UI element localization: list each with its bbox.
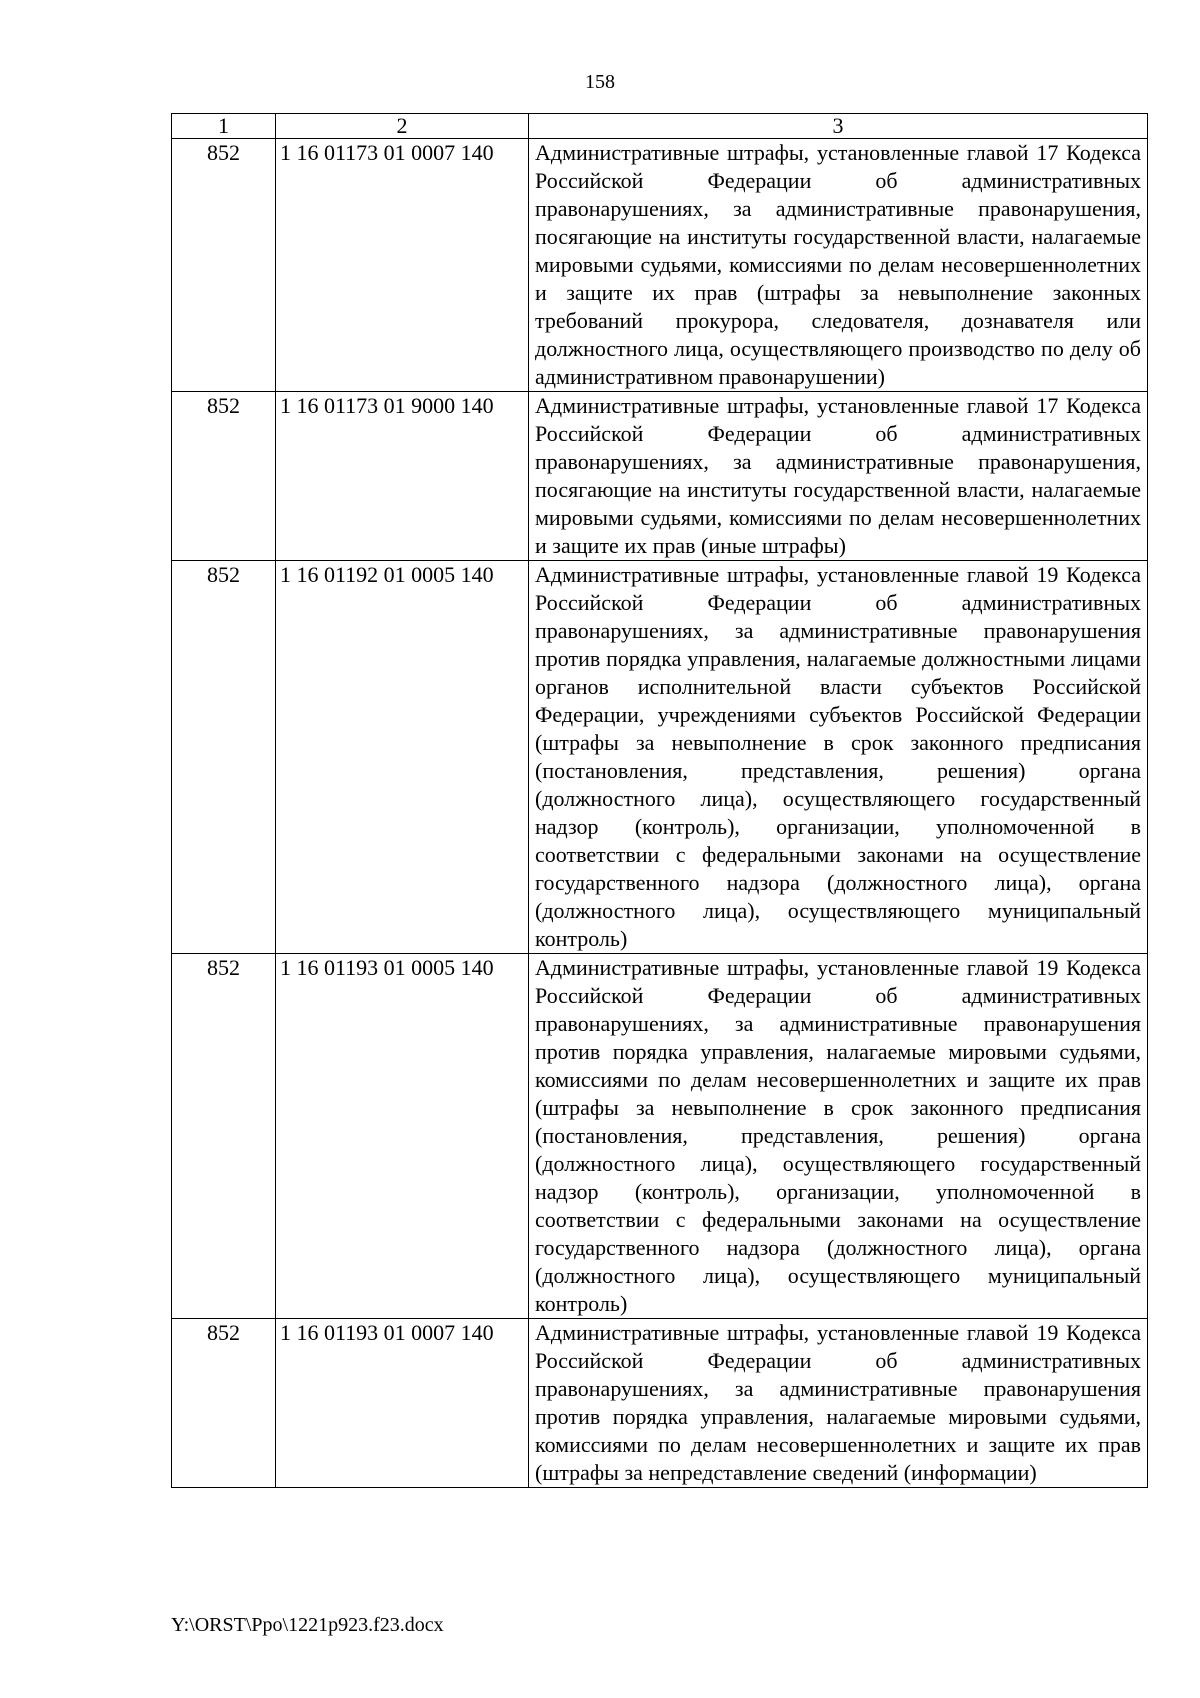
admin-code-cell: 852 xyxy=(172,139,276,392)
table-row xyxy=(172,392,1148,561)
table-header-row xyxy=(172,114,1148,139)
kbk-code-cell: 1 16 01193 01 0005 140 xyxy=(276,954,529,1319)
column-header-3: 3 xyxy=(529,114,1148,139)
column-header-1: 1 xyxy=(172,114,276,139)
admin-code-cell: 852 xyxy=(172,392,276,561)
budget-classification-table xyxy=(171,113,1148,1488)
kbk-code-cell: 1 16 01193 01 0007 140 xyxy=(276,1319,529,1488)
table-row xyxy=(172,139,1148,392)
description-cell: Административные штрафы, установленные главой 17 Кодекса Российской Федерации об административных правонарушениях, за административные правонарушения, посягающие на институты государственной власти, налагаемые мировыми судьями, комиссиями по делам несовершеннолетних и защите их прав (штрафы за невыполнение законных требований прокурора, следователя, дознавателя или должностного лица, осуществляющего производство по делу об административном правонарушении) xyxy=(529,139,1148,392)
table-row xyxy=(172,561,1148,954)
description-cell: Административные штрафы, установленные главой 19 Кодекса Российской Федерации об административных правонарушениях, за административные правонарушения против порядка управления, налагаемые мировыми судьями, комиссиями по делам несовершеннолетних и защите их прав (штрафы за невыполнение в срок законного предписания (постановления, представления, решения) органа (должностного лица), осуществляющего государственный надзор (контроль), организации, уполномоченной в соответствии с федеральными законами на осуществление государственного надзора (должностного лица), органа (должностного лица), осуществляющего муниципальный контроль) xyxy=(529,954,1148,1319)
description-cell: Административные штрафы, установленные главой 17 Кодекса Российской Федерации об административных правонарушениях, за административные правонарушения, посягающие на институты государственной власти, налагаемые мировыми судьями, комиссиями по делам несовершеннолетних и защите их прав (иные штрафы) xyxy=(529,392,1148,561)
footer-file-path: Y:\ORST\Ppo\1221p923.f23.docx xyxy=(171,1614,444,1636)
kbk-code-cell: 1 16 01192 01 0005 140 xyxy=(276,561,529,954)
admin-code-cell: 852 xyxy=(172,1319,276,1488)
kbk-code-cell: 1 16 01173 01 9000 140 xyxy=(276,392,529,561)
kbk-code-cell: 1 16 01173 01 0007 140 xyxy=(276,139,529,392)
admin-code-cell: 852 xyxy=(172,561,276,954)
page-number: 158 xyxy=(585,71,615,93)
description-cell: Административные штрафы, установленные главой 19 Кодекса Российской Федерации об административных правонарушениях, за административные правонарушения против порядка управления, налагаемые должностными лицами органов исполнительной власти субъектов Российской Федерации, учреждениями субъектов Российской Федерации (штрафы за невыполнение в срок законного предписания (постановления, представления, решения) органа (должностного лица), осуществляющего государственный надзор (контроль), организации, уполномоченной в соответствии с федеральными законами на осуществление государственного надзора (должностного лица), органа (должностного лица), осуществляющего муниципальный контроль) xyxy=(529,561,1148,954)
table-row xyxy=(172,1319,1148,1488)
admin-code-cell: 852 xyxy=(172,954,276,1319)
description-cell: Административные штрафы, установленные главой 19 Кодекса Российской Федерации об административных правонарушениях, за административные правонарушения против порядка управления, налагаемые мировыми судьями, комиссиями по делам несовершеннолетних и защите их прав (штрафы за непредставление сведений (информации) xyxy=(529,1319,1148,1488)
table-row xyxy=(172,954,1148,1319)
column-header-2: 2 xyxy=(276,114,529,139)
